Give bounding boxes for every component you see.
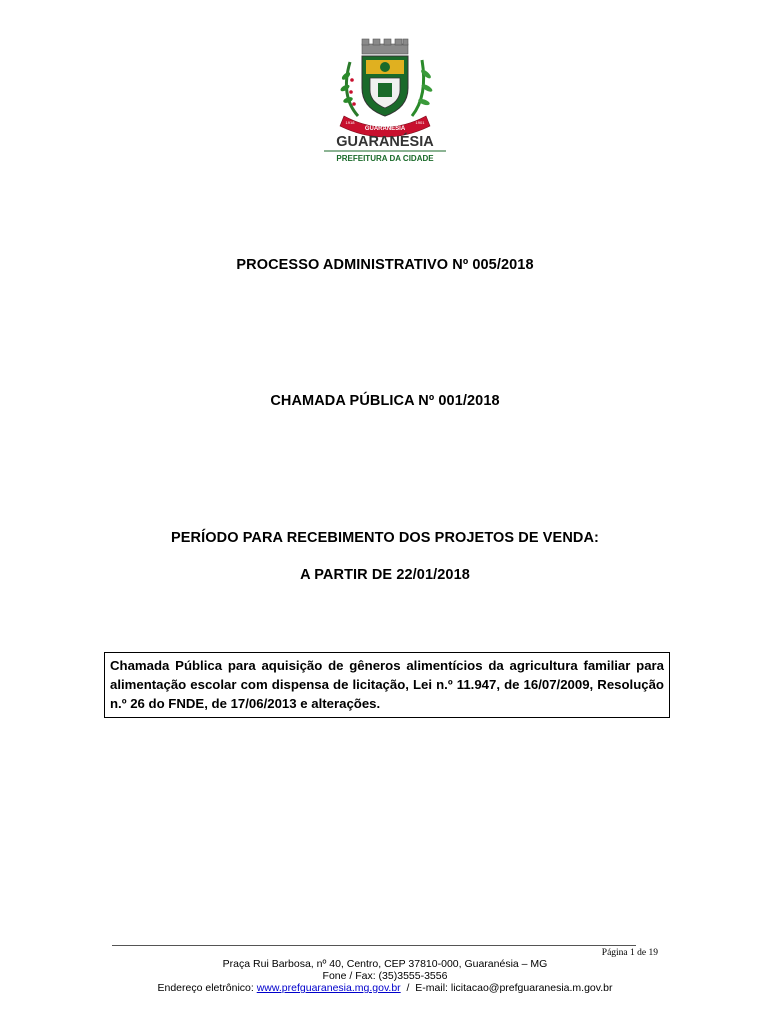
footer-contact [0,982,770,994]
process-heading: PROCESSO ADMINISTRATIVO Nº 005/2018 [236,257,534,273]
public-call-heading: CHAMADA PÚBLICA Nº 001/2018 [270,393,500,409]
footer-address: Praça Rui Barbosa, nº 40, Centro, CEP 37810-000, Guaranésia – MG [222,958,548,970]
footer-separator: / [400,982,416,994]
logo-year-left: 1918 [345,120,355,125]
logo-city-name: GUARANÉSIA [336,134,434,150]
footer-divider [112,945,636,946]
logo-subtitle: PREFEITURA DA CIDADE [336,154,434,163]
summary-text: Chamada Pública para aquisição de gêneros alimentícios da agricultura familiar para alimentação escolar com dispensa de licitação, Lei n.º 11.947, de 16/07/2009, Resolução n.º 26 do FNDE, de 17/06/2013 e alterações. [110,658,664,711]
coat-of-arms-icon [318,36,452,170]
period-heading: PERÍODO PARA RECEBIMENTO DOS PROJETOS DE VENDA: [171,530,599,546]
from-date-heading: A PARTIR DE 22/01/2018 [300,567,470,583]
page-number: Página 1 de 19 [601,948,658,958]
logo-ribbon-text: GUARANÉSIA [364,126,406,132]
logo-year-right: 1901 [415,120,425,125]
city-logo [318,36,452,170]
footer-phone: Fone / Fax: (35)3555-3556 [322,970,448,982]
footer-web-label: Endereço eletrônico: [157,982,257,994]
summary-box [104,652,670,718]
footer-website-link[interactable]: www.prefguaranesia.mg.gov.br [256,982,401,994]
footer-email: E-mail: licitacao@prefguaranesia.m.gov.br [415,982,613,994]
